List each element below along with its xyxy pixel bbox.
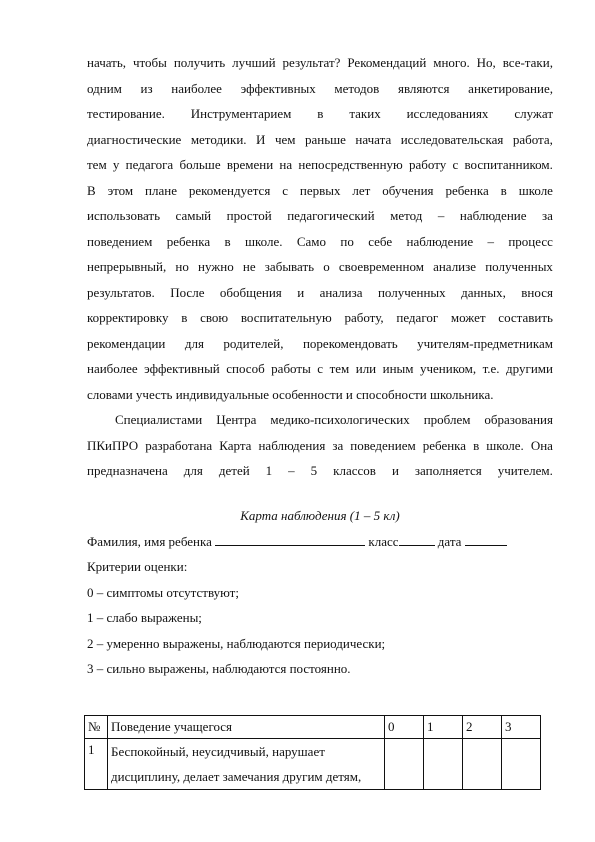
text-line: корректировку в свою воспитательную работу, педагог может составить (87, 310, 553, 325)
behavior-line: дисциплину, делает замечания другим детям, (111, 769, 362, 784)
table-header-row (85, 716, 541, 739)
text-line: рекомендации для родителей, порекомендовать учителям-предметникам (87, 335, 553, 351)
header-behavior: Поведение учащегося (108, 716, 385, 739)
text-line: непрерывный, но нужно не забывать о своевременном анализе полученных (87, 259, 553, 274)
class-label: класс (368, 533, 399, 549)
document-page (87, 50, 553, 682)
score-cell-1[interactable] (424, 739, 463, 790)
class-blank (399, 533, 435, 546)
text-line: предназначена для детей 1 – 5 классов и заполняется учителем. (87, 463, 553, 478)
text-line: использовать самый простой педагогический метод – наблюдение за (87, 208, 553, 223)
behavior-line: Беспокойный, неусидчивый, нарушает (111, 744, 325, 759)
text-line: одним из наиболее эффективных методов являются анкетирование, (87, 80, 553, 96)
row-number: 1 (85, 739, 108, 790)
header-score-1: 1 (424, 716, 463, 739)
date-blank (465, 533, 507, 546)
text-line: диагностические методики. И чем раньше начата исследовательская работа, (87, 131, 553, 147)
criteria-item: 0 – симптомы отсутствуют; (87, 584, 239, 600)
card-title: Карта наблюдения (1 – 5 кл) (240, 507, 400, 523)
text-line: Специалистами Центра медико-психологических проблем образования (115, 412, 553, 427)
score-cell-0[interactable] (385, 739, 424, 790)
row-behavior (108, 739, 385, 790)
text-line: тем у педагога больше времени на непосредственную работу с воспитанником. (87, 157, 553, 172)
name-blank (215, 533, 365, 546)
criteria-item: 1 – слабо выражены; (87, 610, 202, 625)
criteria-item: 2 – умеренно выражены, наблюдаются периодически; (87, 635, 386, 651)
text-line: ПКиПРО разработана Карта наблюдения за поведением ребенка в школе. Она (87, 437, 553, 453)
text-line: поведением ребенка в школе. Само по себе наблюдение – процесс (87, 233, 553, 249)
criteria-item: 3 – сильно выражены, наблюдаются постоянно. (87, 661, 351, 676)
date-label: дата (437, 533, 462, 549)
text-line: словами учесть индивидуальные особенности и способности школьника. (87, 386, 494, 402)
text-line: В этом плане рекомендуется с первых лет обучения ребенка в школе (87, 182, 553, 198)
score-cell-2[interactable] (463, 739, 502, 790)
text-line: результатов. После обобщения и анализа полученных данных, внося (87, 284, 553, 300)
text-line: наиболее эффективный способ работы с тем или иным учеником, т.е. другими (87, 361, 553, 376)
child-info-line (87, 529, 553, 555)
text-line: тестирование. Инструментарием в таких исследованиях служат (87, 106, 553, 121)
criteria-label: Критерии оценки: (87, 559, 188, 574)
table-row (85, 739, 541, 790)
score-cell-3[interactable] (502, 739, 541, 790)
paragraph-intro (87, 50, 553, 407)
header-score-0: 0 (385, 716, 424, 739)
header-number: № (85, 716, 108, 739)
header-score-2: 2 (463, 716, 502, 739)
name-label: Фамилия, имя ребенка (87, 533, 212, 549)
header-score-3: 3 (502, 716, 541, 739)
criteria-list (87, 580, 553, 682)
text-line: начать, чтобы получить лучший результат? Рекомендаций много. Но, все-таки, (87, 55, 553, 70)
paragraph-card-description (87, 407, 553, 484)
observation-table (84, 715, 541, 790)
